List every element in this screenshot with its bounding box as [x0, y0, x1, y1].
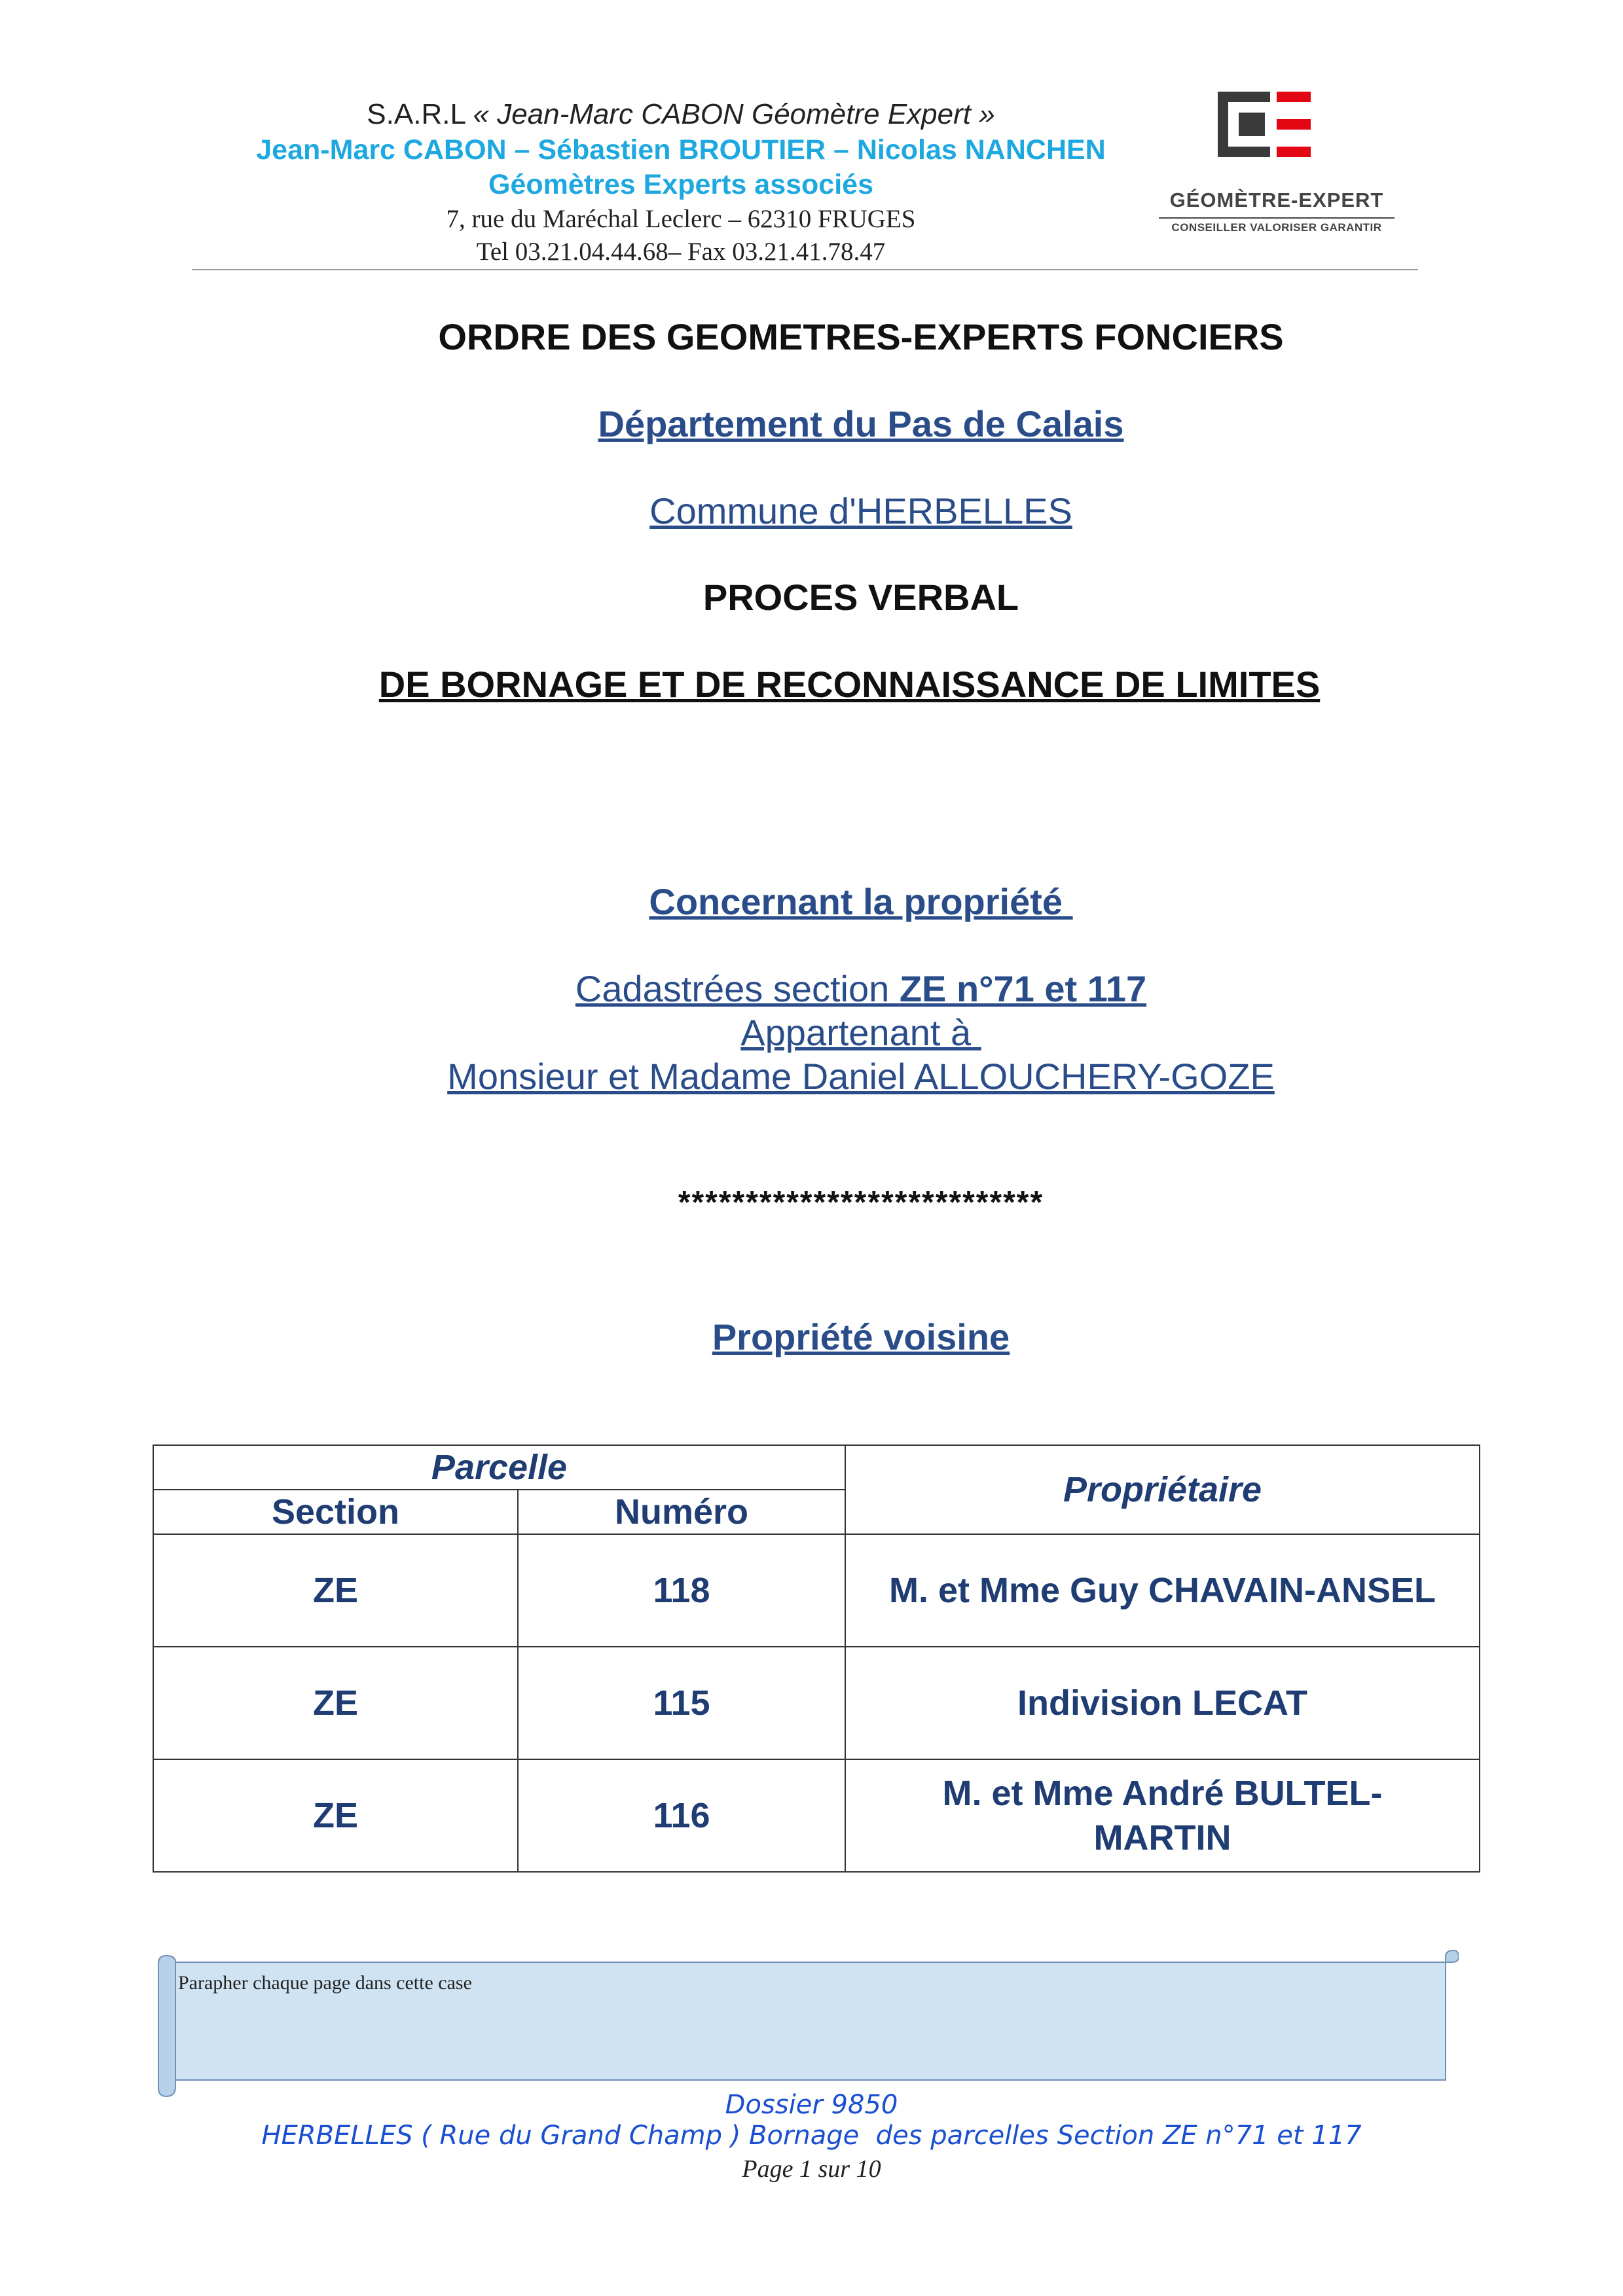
cell-numero: 118 [518, 1534, 845, 1647]
order-title: ORDRE DES GEOMETRES-EXPERTS FONCIERS [438, 316, 1284, 357]
company-name: « Jean-Marc CABON Géomètre Expert » [473, 98, 995, 130]
cadastre-prefix: Cadastrées section [575, 968, 900, 1009]
association-line: Géomètres Experts associés [488, 169, 873, 200]
belonging-line: Appartenant à [740, 1012, 981, 1053]
logo-tagline: CONSEILLER VALORISER GARANTIR [1159, 217, 1395, 234]
commune-title: Commune d'HERBELLES [649, 490, 1072, 531]
property-heading: Concernant la propriété [649, 881, 1073, 922]
col-header-parcelle: Parcelle [153, 1445, 845, 1490]
neighbors-heading: Propriété voisine [712, 1316, 1010, 1357]
department-title: Département du Pas de Calais [598, 403, 1124, 444]
cell-numero: 116 [518, 1759, 845, 1872]
cadastre-line [0, 967, 1623, 1010]
header-divider [192, 269, 1418, 270]
cell-proprietaire: M. et Mme André BULTEL-MARTIN [845, 1759, 1480, 1872]
document-subtitle: DE BORNAGE ET DE RECONNAISSANCE DE LIMITES [378, 664, 1321, 705]
table-row [153, 1534, 1480, 1647]
owners-line: Monsieur et Madame Daniel ALLOUCHERY-GOZE [447, 1056, 1275, 1097]
document-type: PROCES VERBAL [702, 577, 1019, 618]
col-header-section: Section [153, 1490, 518, 1534]
cell-proprietaire: Indivision LECAT [845, 1647, 1480, 1759]
cell-section: ZE [153, 1759, 518, 1872]
col-header-proprietaire: Propriétaire [845, 1445, 1480, 1534]
footer-page-number: Page 1 sur 10 [742, 2155, 881, 2183]
address-line: 7, rue du Maréchal Leclerc – 62310 FRUGES [446, 205, 916, 233]
cell-section: ZE [153, 1534, 518, 1647]
cell-section: ZE [153, 1647, 518, 1759]
cadastre-parcels: ZE n°71 et 117 [899, 968, 1147, 1009]
contact-line: Tel 03.21.04.44.68– Fax 03.21.41.78.47 [476, 238, 886, 266]
partners-line: Jean-Marc CABON – Sébastien BROUTIER – Nicolas NANCHEN [256, 134, 1106, 166]
cell-proprietaire: M. et Mme Guy CHAVAIN-ANSEL [845, 1534, 1480, 1647]
footer-description: HERBELLES ( Rue du Grand Champ ) Bornage des parcelles Section ZE n°71 et 117 [261, 2121, 1362, 2151]
company-line [190, 98, 1172, 131]
logo-mark-icon [1218, 92, 1311, 157]
footer-dossier: Dossier 9850 [725, 2090, 898, 2120]
neighbors-table [153, 1444, 1480, 1873]
initials-box-label: Parapher chaque page dans cette case [178, 1972, 472, 1994]
cell-numero: 115 [518, 1647, 845, 1759]
col-header-numero: Numéro [518, 1490, 845, 1534]
company-prefix: S.A.R.L [367, 98, 473, 130]
table-row [153, 1647, 1480, 1759]
logo-title: GÉOMÈTRE-EXPERT [1169, 188, 1384, 211]
geometre-expert-logo [1159, 85, 1395, 236]
separator-stars: *************************** [678, 1185, 1044, 1220]
table-row [153, 1759, 1480, 1872]
